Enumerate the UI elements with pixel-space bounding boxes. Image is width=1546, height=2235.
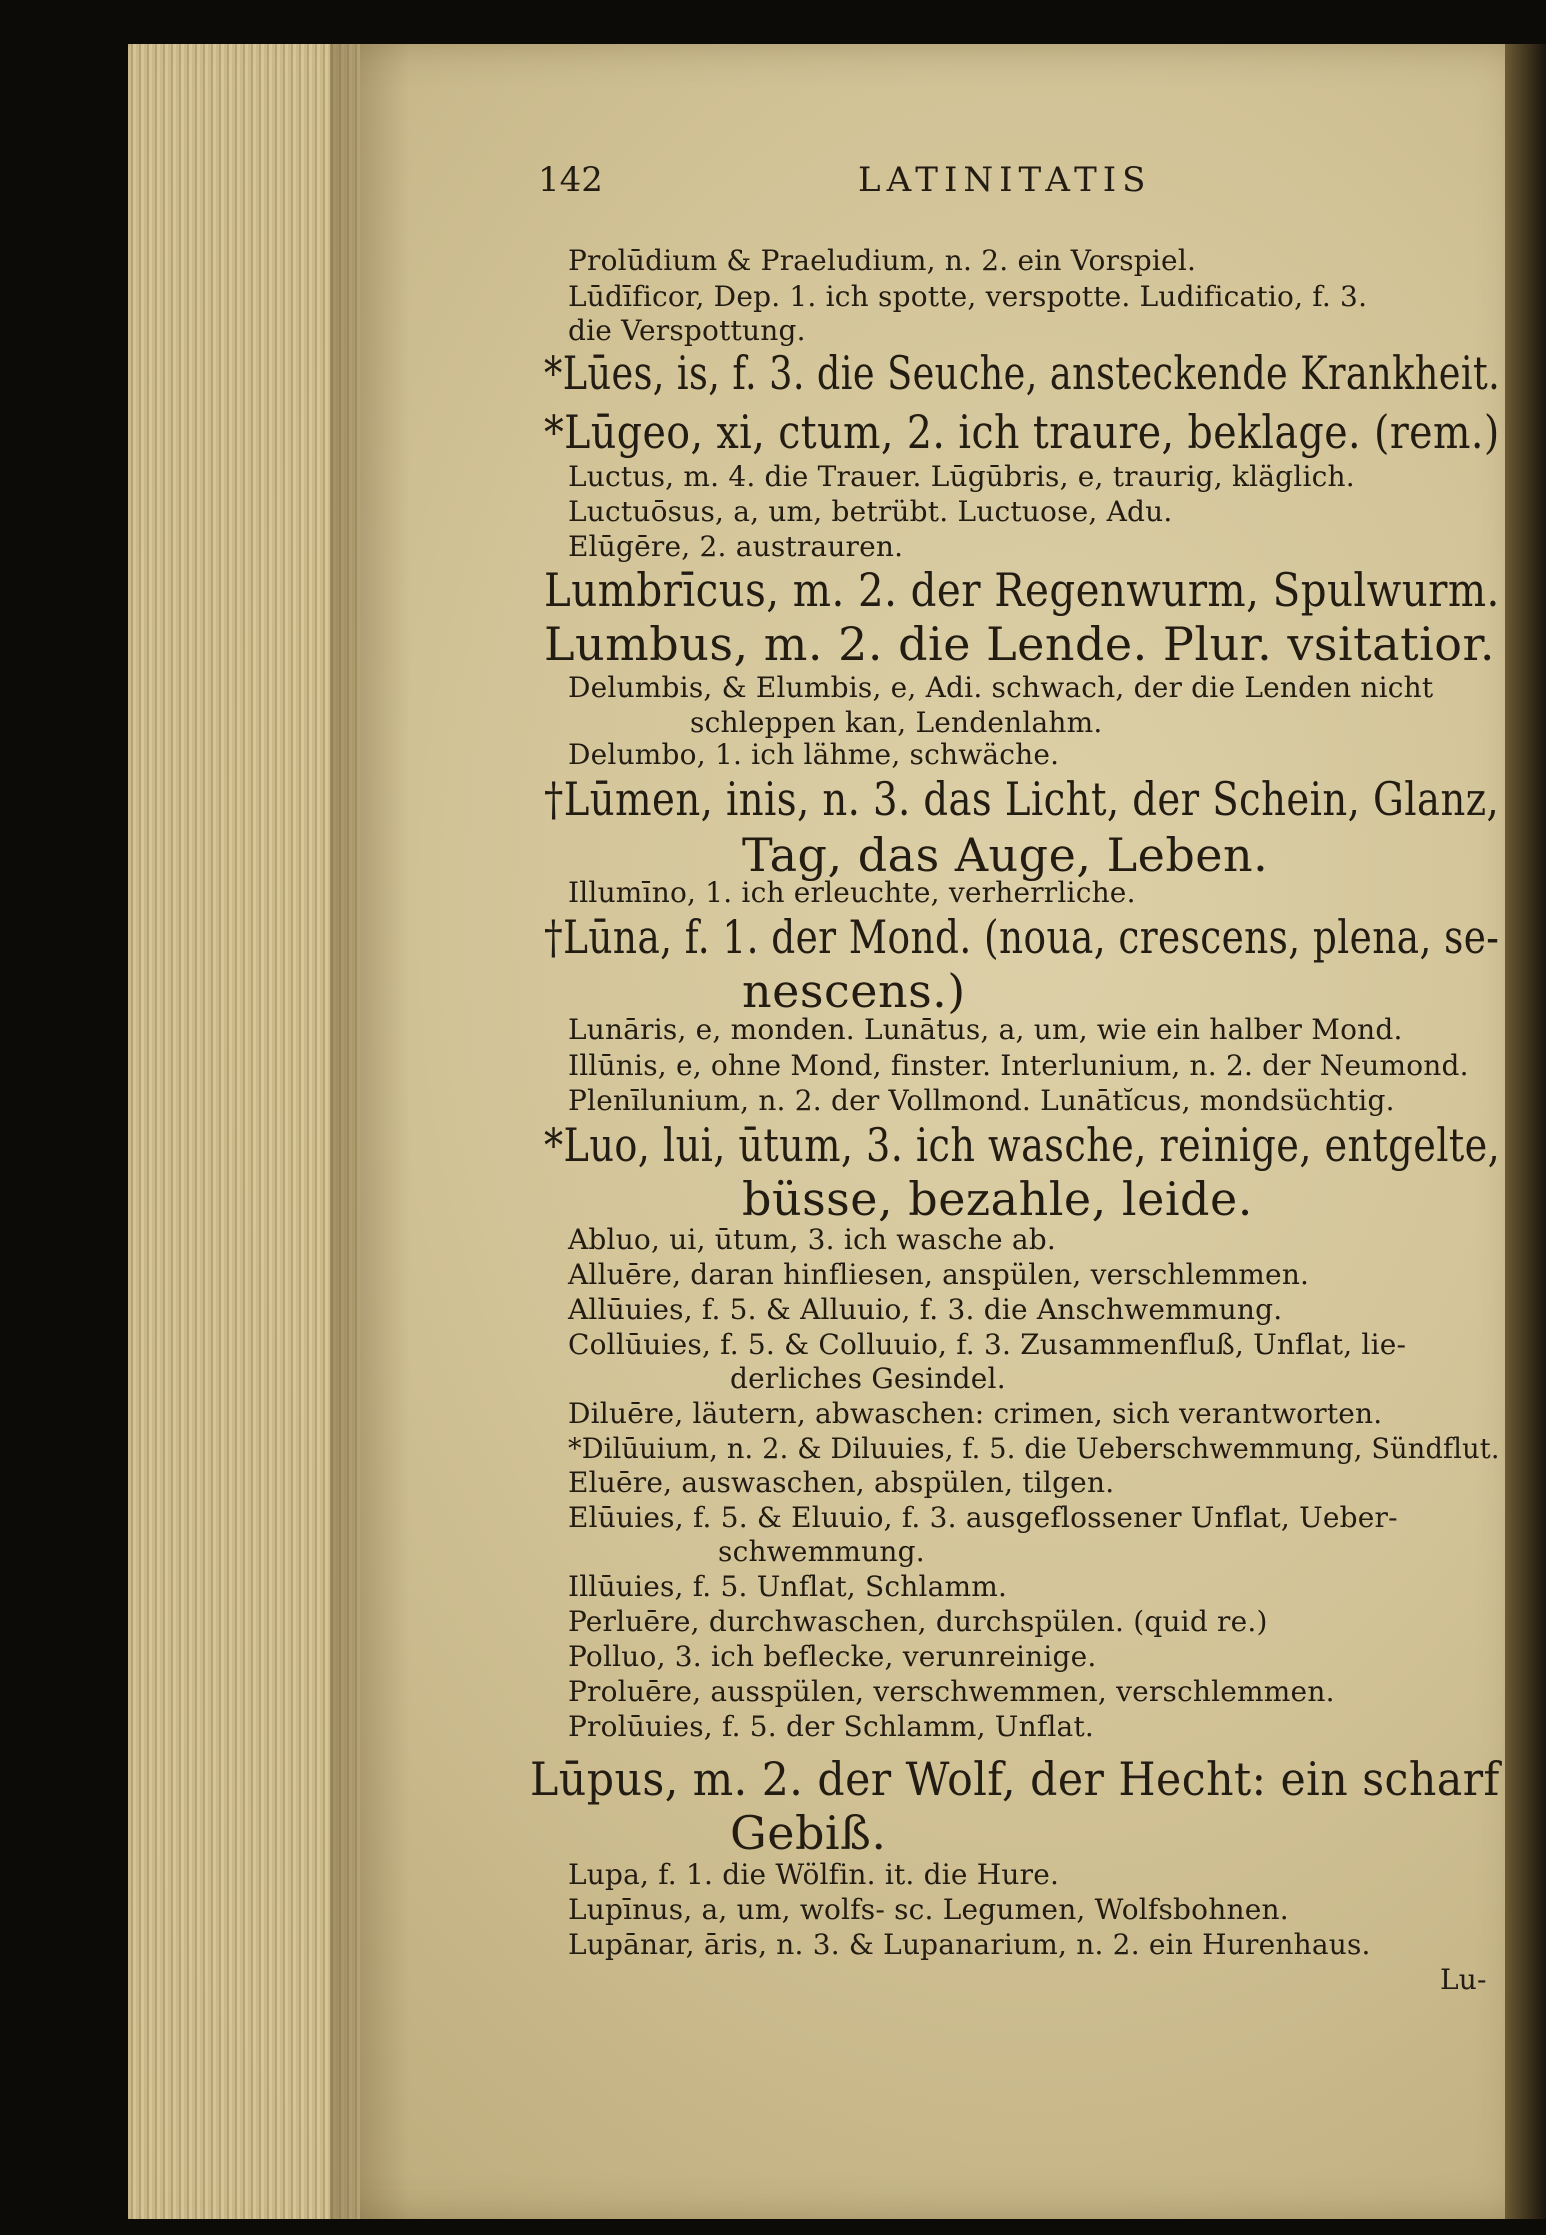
page-number: 142 (538, 160, 603, 200)
entry-line: Alluēre, daran hinfliesen, anspülen, verschlemmen. (568, 1258, 1310, 1291)
entry-line: Perluēre, durchwaschen, durchspülen. (quid re.) (568, 1605, 1268, 1638)
binding-edge (1505, 44, 1546, 2219)
entry-line: Eluēre, auswaschen, abspülen, tilgen. (568, 1466, 1115, 1499)
entry-line: schleppen kan, Lendenlahm. (690, 706, 1103, 739)
headword-line: *Lūgeo, xi, ctum, 2. ich traure, beklage. (rem.) (544, 405, 1500, 459)
entry-line: Delumbis, & Elumbis, e, Adi. schwach, der die Lenden nicht (568, 671, 1434, 704)
entry-line: Luctus, m. 4. die Trauer. Lūgūbris, e, traurig, kläglich. (568, 460, 1355, 493)
entry-line: Diluēre, läutern, abwaschen: crimen, sich verantworten. (568, 1397, 1383, 1430)
headword-line: Tag, das Auge, Leben. (742, 828, 1269, 882)
entry-line: Proluēre, ausspülen, verschwemmen, verschlemmen. (568, 1675, 1335, 1708)
entry-line: Allūuies, f. 5. & Alluuio, f. 3. die Anschwemmung. (568, 1293, 1283, 1326)
entry-line: Elūuies, f. 5. & Eluuio, f. 3. ausgeflossener Unflat, Ueber- (568, 1501, 1398, 1534)
entry-line: die Verspottung. (568, 314, 806, 347)
entry-line: Plenīlunium, n. 2. der Vollmond. Lunātĭcus, mondsüchtig. (568, 1084, 1395, 1117)
entry-line: Illumīno, 1. ich erleuchte, verherrliche. (568, 876, 1136, 909)
entry-line: Prolūdium & Praeludium, n. 2. ein Vorspiel. (568, 244, 1197, 277)
entry-line: Prolūuies, f. 5. der Schlamm, Unflat. (568, 1710, 1095, 1743)
headword-line: Lumbrīcus, m. 2. der Regenwurm, Spulwurm. (544, 563, 1500, 617)
headword-line: Gebiß. (730, 1806, 887, 1860)
entry-line: Lupānar, āris, n. 3. & Lupanarium, n. 2. ein Hurenhaus. (568, 1928, 1371, 1961)
entry-line: Illūnis, e, ohne Mond, finster. Interlunium, n. 2. der Neumond. (568, 1049, 1469, 1082)
headword-line: †Lūmen, inis, n. 3. das Licht, der Schein, Glanz, (544, 772, 1500, 826)
entry-line: Abluo, ui, ūtum, 3. ich wasche ab. (568, 1223, 1056, 1256)
entry-line: Lūdīficor, Dep. 1. ich spotte, verspotte. Ludificatio, f. 3. (568, 280, 1368, 313)
headword-line: Lumbus, m. 2. die Lende. Plur. vsitatior. (544, 617, 1496, 671)
catchword: Lu- (1440, 1963, 1487, 1996)
entry-line: Collūuies, f. 5. & Colluuio, f. 3. Zusammenfluß, Unflat, lie- (568, 1328, 1407, 1361)
page-edges (128, 44, 360, 2219)
headword-line: Lūpus, m. 2. der Wolf, der Hecht: ein scharf (530, 1752, 1500, 1806)
gutter-shadow (330, 44, 410, 2219)
entry-line: schwemmung. (718, 1535, 925, 1568)
headword-line: *Luo, lui, ūtum, 3. ich wasche, reinige, entgelte, (544, 1118, 1501, 1172)
entry-line: derliches Gesindel. (730, 1362, 1006, 1395)
headword-line: *Lūes, is, f. 3. die Seuche, ansteckende Krankheit. (544, 346, 1501, 400)
entry-line: Illūuies, f. 5. Unflat, Schlamm. (568, 1570, 1008, 1603)
running-title: LATINITATIS (858, 160, 1152, 200)
entry-line: Lupa, f. 1. die Wölfin. it. die Hure. (568, 1858, 1060, 1891)
headword-line: nescens.) (742, 964, 966, 1018)
entry-line: Lunāris, e, monden. Lunātus, a, um, wie ein halber Mond. (568, 1013, 1403, 1046)
entry-line: *Dilūuium, n. 2. & Diluuies, f. 5. die Ueberschwemmung, Sündflut. (568, 1432, 1500, 1465)
entry-line: Polluo, 3. ich beflecke, verunreinige. (568, 1640, 1097, 1673)
entry-line: Elūgēre, 2. austrauren. (568, 530, 904, 563)
headword-line: †Lūna, f. 1. der Mond. (noua, crescens, plena, se- (544, 910, 1500, 964)
headword-line: büsse, bezahle, leide. (742, 1172, 1253, 1226)
entry-line: Lupīnus, a, um, wolfs- sc. Legumen, Wolfsbohnen. (568, 1893, 1289, 1926)
entry-line: Delumbo, 1. ich lähme, schwäche. (568, 738, 1060, 771)
entry-line: Luctuōsus, a, um, betrübt. Luctuose, Adu. (568, 495, 1173, 528)
